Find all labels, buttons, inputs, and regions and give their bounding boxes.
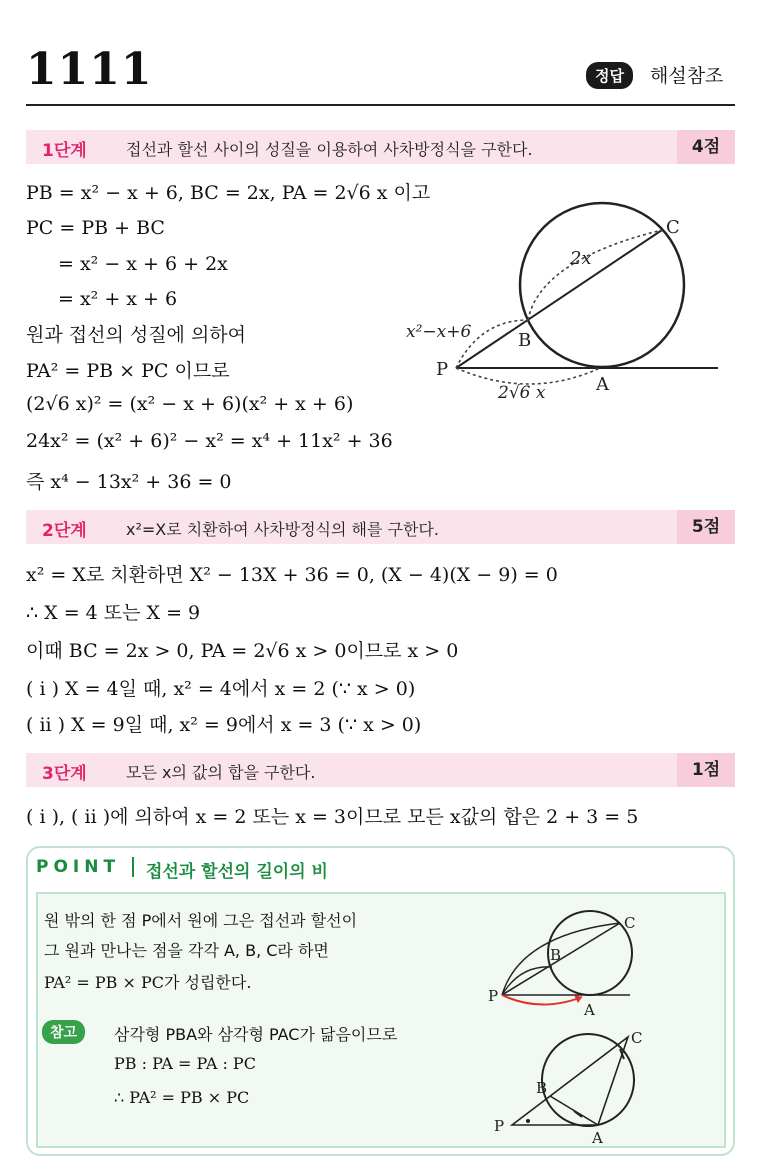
step-1-line-4: = x² + x + 6: [58, 288, 178, 310]
step-3-header: [26, 753, 735, 787]
note-line-3: ∴ PA² = PB × PC: [114, 1088, 250, 1107]
step-1-line-5: 원과 접선의 성질에 의하여: [26, 324, 247, 346]
circle: [542, 1034, 634, 1126]
step-3-line-1: ( i ), ( ii )에 의하여 x = 2 또는 x = 3이므로 모든 x값의 합은 2 + 3 = 5: [26, 806, 639, 828]
segment-ba: [550, 1096, 598, 1125]
label-pa-length: 2√6 x: [498, 383, 546, 403]
label-C: C: [624, 914, 636, 932]
step-2-points: 5점: [677, 510, 735, 544]
header-divider: [26, 104, 735, 106]
step-3-points: 1점: [677, 753, 735, 787]
step-1-line-8: 24x² = (x² + 6)² − x² = x⁴ + 11x² + 36: [26, 430, 393, 452]
step-2-title: x²=X로 치환하여 사차방정식의 해를 구한다.: [126, 520, 439, 539]
label-P: P: [488, 987, 499, 1005]
secant-line: [456, 230, 662, 368]
step-1-line-2: PC = PB + BC: [26, 217, 165, 239]
step-1-line-1: PB = x² − x + 6, BC = 2x, PA = 2√6 x 이고: [26, 182, 431, 204]
secant-tangent-diagram: [400, 200, 730, 410]
triangle-pac: [512, 1037, 628, 1125]
step-2-line-5: ( ii ) X = 9일 때, x² = 9에서 x = 3 (∵ x > 0): [26, 714, 422, 736]
step-1-line-3: = x² − x + 6 + 2x: [58, 253, 228, 275]
label-C: C: [631, 1029, 643, 1047]
note-line-2: PB : PA = PA : PC: [114, 1054, 256, 1073]
label-C: C: [666, 217, 680, 238]
step-2-header: [26, 510, 735, 544]
step-2-line-1: x² = X로 치환하면 X² − 13X + 36 = 0, (X − 4)(X − 9) = 0: [26, 564, 558, 586]
label-P: P: [436, 359, 449, 380]
step-1-line-9: 즉 x⁴ − 13x² + 36 = 0: [26, 471, 232, 493]
point-diagram-top: [480, 905, 660, 1020]
label-A: A: [584, 1001, 595, 1019]
pa-dashed-arc: [456, 368, 600, 384]
label-A: A: [596, 374, 609, 395]
pa-red-arc: [502, 995, 582, 1005]
step-2-line-2: ∴ X = 4 또는 X = 9: [26, 602, 201, 624]
step-1-points: 4점: [677, 130, 735, 164]
note-line-1: 삼각형 PBA와 삼각형 PAC가 닮음이므로: [114, 1025, 398, 1044]
label-P: P: [494, 1117, 505, 1135]
step-1-line-6: PA² = PB × PC 이므로: [26, 360, 230, 382]
label-pb-length: x²−x+6: [406, 322, 472, 342]
step-2-label: 2단계: [42, 521, 87, 541]
circle: [520, 203, 684, 367]
problem-number: 1111: [26, 44, 153, 95]
point-line-2: 그 원과 만나는 점을 각각 A, B, C라 하면: [44, 941, 329, 960]
label-B: B: [550, 946, 562, 964]
note-badge: 참고: [42, 1020, 85, 1044]
point-divider: [132, 857, 134, 877]
step-1-line-7: (2√6 x)² = (x² − x + 6)(x² + x + 6): [26, 393, 354, 415]
answer-reference: 해설참조: [650, 65, 724, 87]
step-2-line-4: ( i ) X = 4일 때, x² = 4에서 x = 2 (∵ x > 0): [26, 678, 416, 700]
step-1-title: 접선과 할선 사이의 성질을 이용하여 사차방정식을 구한다.: [126, 140, 533, 159]
label-A: A: [592, 1129, 603, 1147]
point-title: 접선과 할선의 길이의 비: [146, 862, 328, 882]
step-3-label: 3단계: [42, 764, 87, 784]
label-B: B: [536, 1079, 548, 1097]
step-3-title: 모든 x의 값의 합을 구한다.: [126, 763, 316, 782]
point-line-1: 원 밖의 한 점 P에서 원에 그은 접선과 할선이: [44, 911, 358, 930]
step-1-header: [26, 130, 735, 164]
label-bc-length: 2x: [570, 248, 592, 269]
point-line-3: PA² = PB × PC가 성립한다.: [44, 973, 252, 992]
angle-dot-icon: [526, 1119, 530, 1123]
point-diagram-bottom: [488, 1025, 658, 1147]
step-1-label: 1단계: [42, 141, 87, 161]
label-B: B: [518, 330, 532, 351]
step-2-line-3: 이때 BC = 2x > 0, PA = 2√6 x > 0이므로 x > 0: [26, 640, 459, 662]
point-label: POINT: [36, 857, 121, 877]
answer-badge: 정답: [586, 62, 633, 89]
